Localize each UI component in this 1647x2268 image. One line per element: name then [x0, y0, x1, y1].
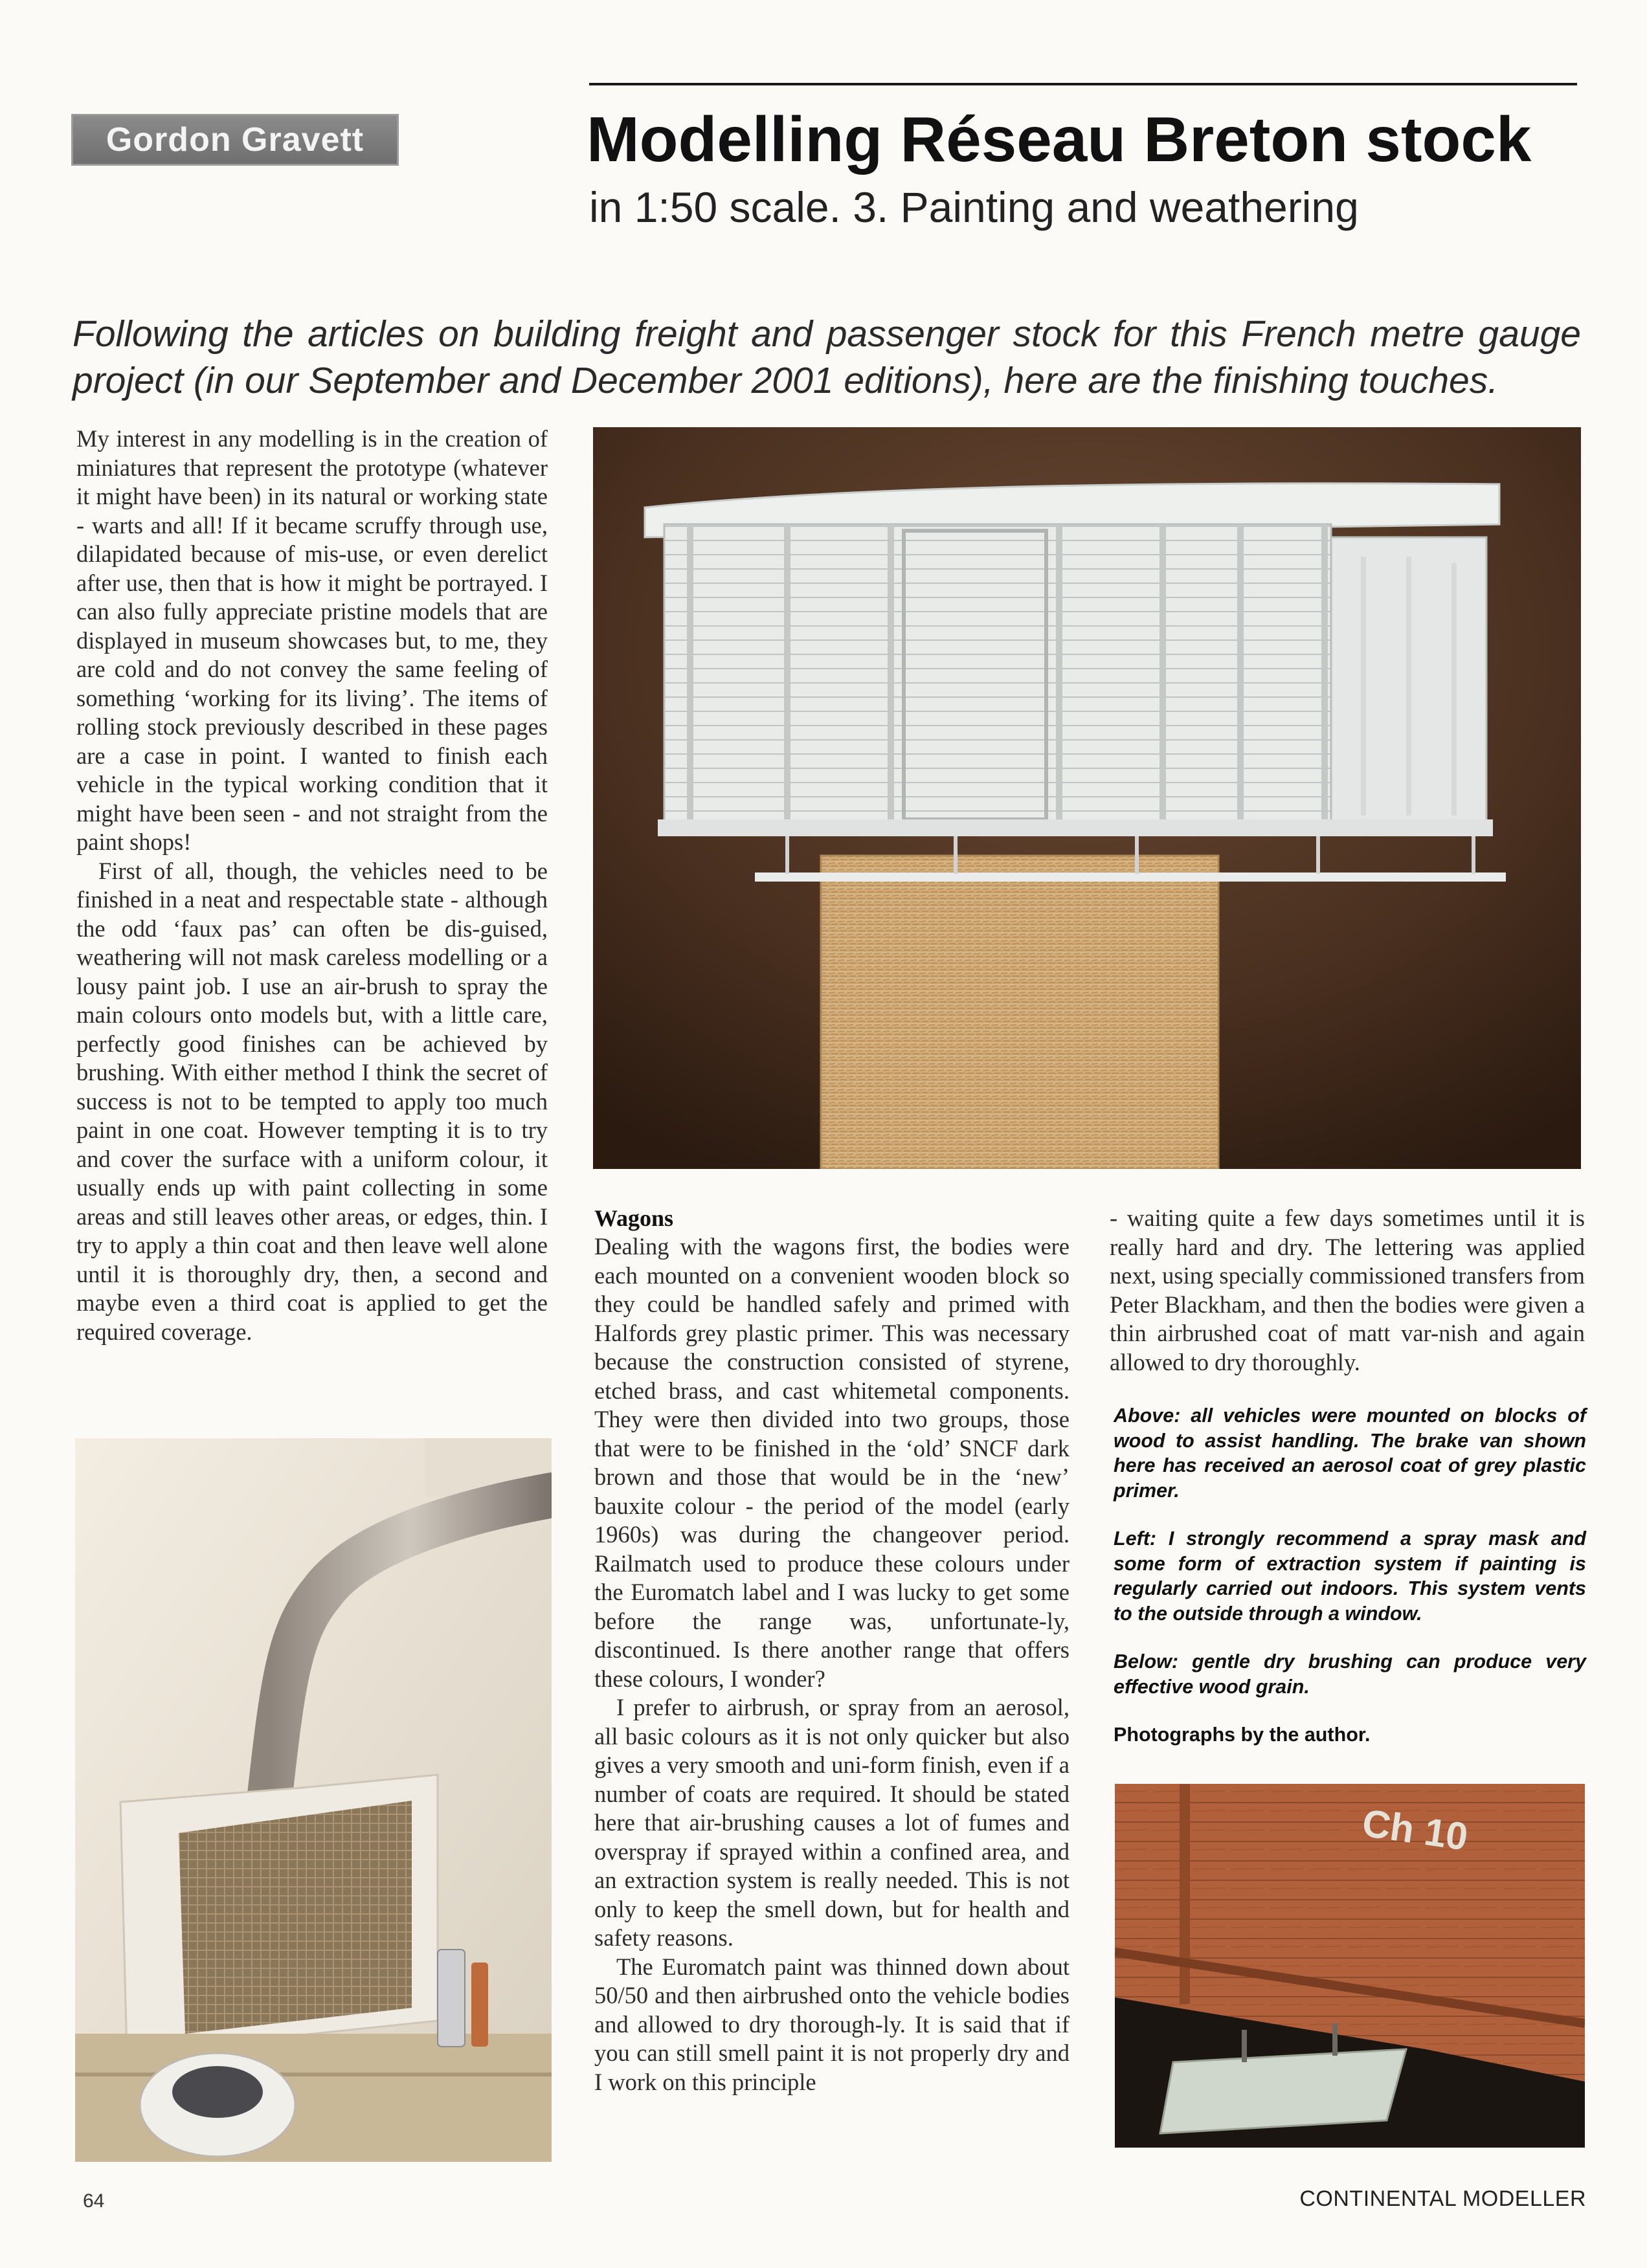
caption-below: Below: gentle dry brushing can produce very effective wood grain.: [1114, 1651, 1586, 1698]
body-paragraph: My interest in any modelling is in the creation of miniatures that represent the prototype (whatever it might have been) in its natural or working state - warts and all! If it became scruffy through use, dilapidated because of mis-use, or even derelict after use, then that is how it might be portrayed. I can also fully appreciate pristine models that are displayed in museum showcases but, to me, they are cold and do not convey the same feeling of something ‘working for its living’. The items of rolling stock previously described in these pages are a case in point. I wanted to finish each vehicle in the typical working condition that it might have been seen - and not straight from the paint shops!: [76, 425, 548, 855]
photo-captions: [1114, 1403, 1586, 1771]
body-paragraph: I prefer to airbrush, or spray from an aerosol, all basic colours as it is not only quicker but also gives a very smooth and uni-form finish, even if a number of coats are required. It should be stated here that air-brushing causes a lot of fumes and overspray if sprayed within a confined area, and an extraction system is really needed. This is not only to keep the smell down, but for health and safety reasons.: [594, 1694, 1070, 1951]
brake-van-photo: [593, 427, 1581, 1169]
author-byline: Gordon Gravett: [71, 114, 399, 166]
magazine-name: CONTINENTAL MODELLER: [1299, 2186, 1586, 2211]
wagon-side-image: [1115, 1784, 1585, 2148]
spray-booth-photo: [75, 1438, 552, 2162]
section-heading-wagons: Wagons: [594, 1205, 674, 1231]
wagon-side-photo: [1115, 1784, 1585, 2148]
body-paragraph: Dealing with the wagons first, the bodies were each mounted on a convenient wooden block so they could be handled safely and primed with Halfords grey plastic primer. This was necessary because the construction consisted of styrene, etched brass, and cast whitemetal components. They were then divided into two groups, those that were to be finished in the ‘old’ SNCF dark brown and those that would be in the ‘new’ bauxite colour - the period of the model (early 1960s) was during the changeover period. Railmatch used to produce these colours under the Euromatch label and I was lucky to get some before the range was, unfortunate-ly, discontinued. Is there another range that offers these colours, I wonder?: [594, 1233, 1070, 1692]
caption-above: Above: all vehicles were mounted on blocks of wood to assist handling. The brake van shown here has received an aerosol coat of grey plastic primer.: [1114, 1405, 1586, 1502]
brake-van-image: [593, 427, 1581, 1169]
article-subtitle: in 1:50 scale. 3. Painting and weathering: [589, 183, 1359, 231]
spray-booth-image: [75, 1438, 552, 2162]
right-column: [1110, 1204, 1585, 1377]
body-paragraph: First of all, though, the vehicles need to be finished in a neat and respectable state - although the odd ‘faux pas’ can often be dis-guised, weathering will not mask careless modelling or a lousy paint job. I use an air-brush to spray the main colours onto models but, with a little care, perfectly good finishes can be achieved by brushing. With either method I think the secret of success is not to be tempted to apply too much paint in one coat. However tempting it is to try and cover the surface with a uniform colour, it usually ends up with paint collecting in some areas and still leaves other areas, or edges, thin. I try to apply a thin coat and then leave well alone until it is thoroughly dry, then, a second and maybe even a third coat is applied to get the required coverage.: [76, 857, 548, 1345]
page-number: 64: [83, 2190, 105, 2212]
body-paragraph: - waiting quite a few days sometimes until it is really hard and dry. The lettering was applied next, using specially commissioned transfers from Peter Blackham, and then the bodies were given a thin airbrushed coat of matt var-nish and again allowed to dry thoroughly.: [1110, 1205, 1585, 1375]
body-paragraph: The Euromatch paint was thinned down about 50/50 and then airbrushed onto the vehicle bodies and allowed to dry thorough-ly. It is said that if you can still smell paint it is not properly dry and I work on this principle: [594, 1953, 1070, 2095]
middle-column: [594, 1204, 1070, 2096]
photo-credit: Photographs by the author.: [1114, 1724, 1371, 1746]
caption-left: Left: I strongly recommend a spray mask and some form of extraction system if painting is regularly carried out indoors. This system vents to the outside through a window.: [1114, 1528, 1586, 1625]
standfirst: Following the articles on building freight and passenger stock for this French metre gauge project (in our September and December 2001 editions), here are the finishing touches.: [73, 313, 1581, 401]
title-rule: [589, 83, 1577, 85]
left-column: [76, 425, 548, 1346]
wagon-lettering: Ch 10: [1360, 1801, 1471, 1859]
article-title: Modelling Réseau Breton stock: [587, 104, 1532, 175]
